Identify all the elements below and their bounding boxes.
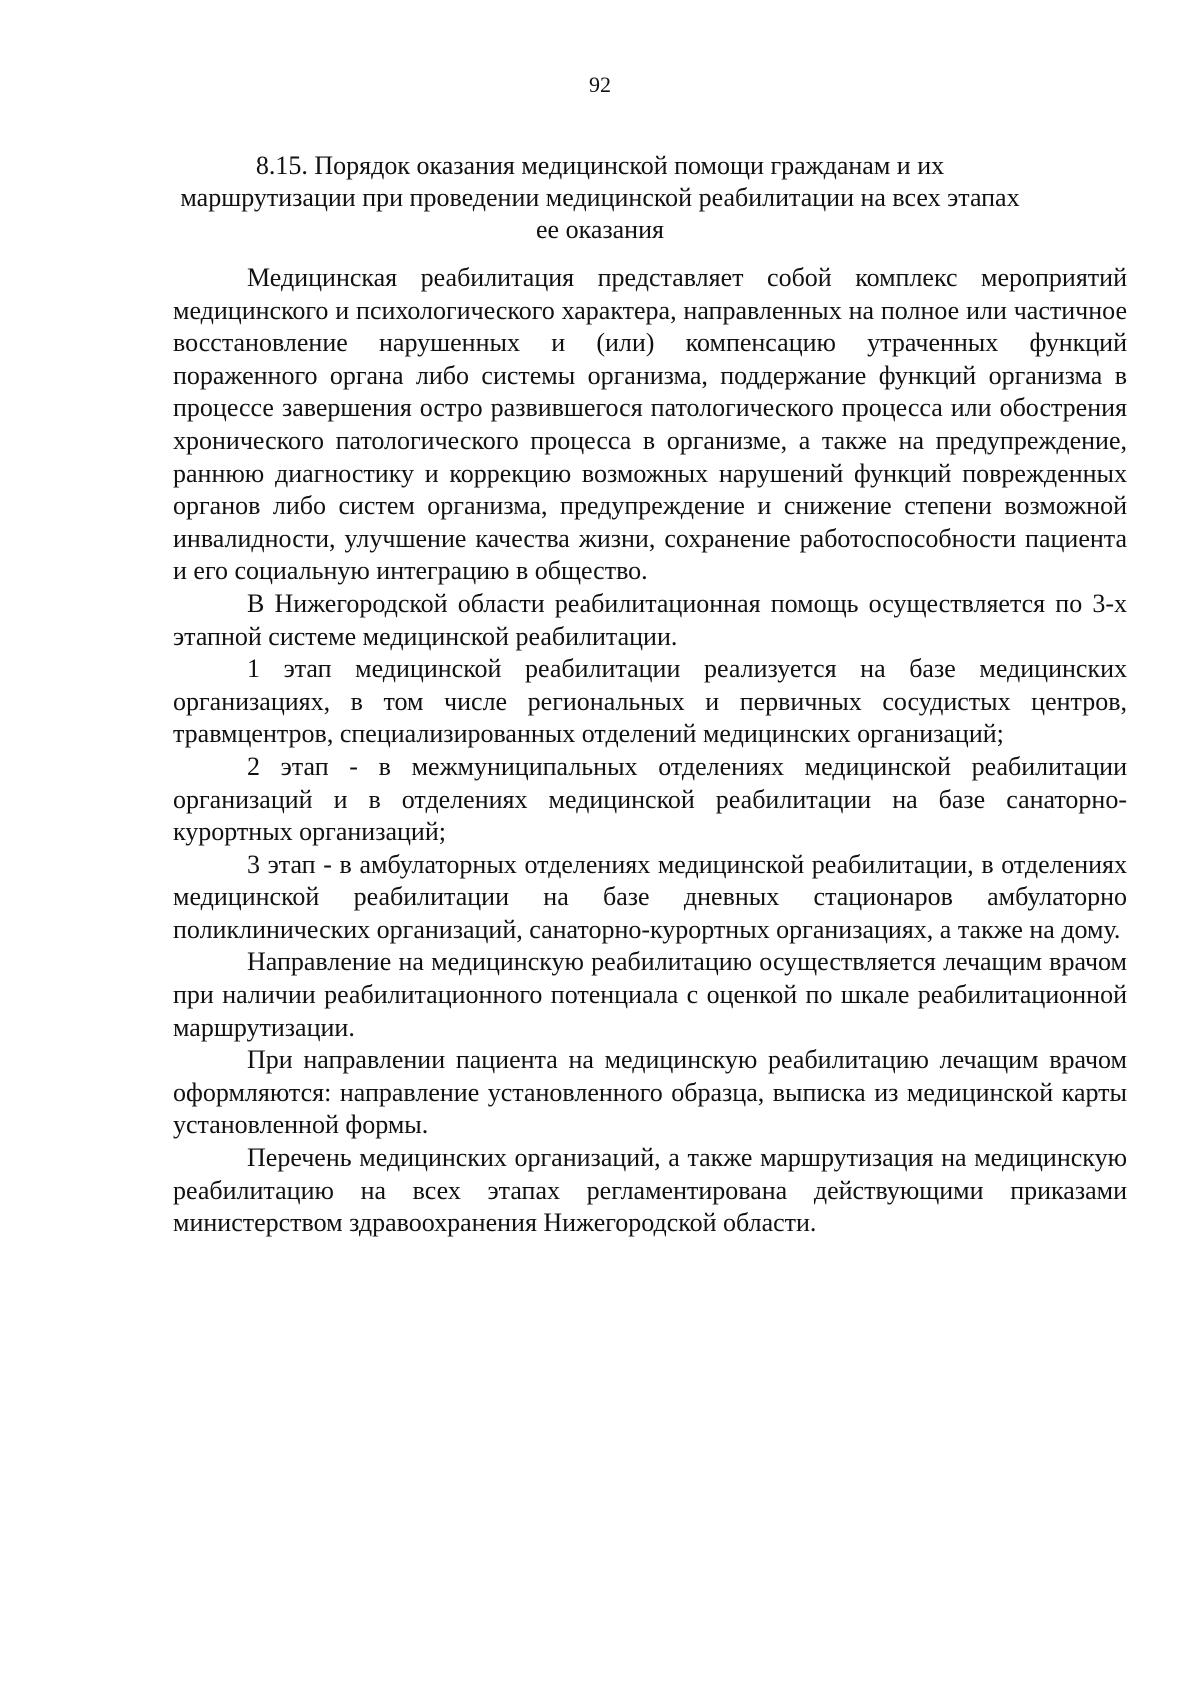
heading-line-1: 8.15. Порядок оказания медицинской помощи гражданам и их xyxy=(255,151,945,180)
body-text xyxy=(173,262,1127,1240)
page-number: 92 xyxy=(589,72,611,97)
heading-line-2: маршрутизации при проведении медицинской реабилитации на всех этапах xyxy=(180,183,1020,212)
heading-line-3: ее оказания xyxy=(536,215,664,244)
paragraph-definition: Медицинская реабилитация представляет собой комплекс мероприятий медицинского и психологического характера, направленных на полное или частичное восстановление нарушенных и (или) компенсацию утраченных функций пораженного органа либо системы организма, поддержание функций организма в процессе завершения остро развившегося патологического процесса или обострения хронического патологического процесса в организме, а также на предупреждение, раннюю диагностику и коррекцию возможных нарушений функций поврежденных органов либо систем организма, предупреждение и снижение степени возможной инвалидности, улучшение качества жизни, сохранение работоспособности пациента и его социальную интеграцию в общество. xyxy=(173,263,1127,586)
section-heading xyxy=(170,150,1030,246)
paragraph-referral: Направление на медицинскую реабилитацию осуществляется лечащим врачом при наличии реабилитационного потенциала с оценкой по шкале реабилитационной маршрутизации. xyxy=(173,947,1127,1042)
paragraph-system: В Нижегородской области реабилитационная помощь осуществляется по 3-х этапной системе медицинской реабилитации. xyxy=(173,588,1127,651)
paragraph-documents: При направлении пациента на медицинскую реабилитацию лечащим врачом оформляются: направление установленного образца, выписка из медицинской карты установленной формы. xyxy=(173,1045,1127,1140)
paragraph-stage-1: 1 этап медицинской реабилитации реализуется на базе медицинских организациях, в том числе региональных и первичных сосудистых центров, травмцентров, специализированных отделений медицинских организаций; xyxy=(173,654,1127,749)
paragraph-stage-3: 3 этап - в амбулаторных отделениях медицинской реабилитации, в отделениях медицинской реабилитации на базе дневных стационаров амбулаторно поликлинических организаций, санаторно-курортных организациях, а также на дому. xyxy=(173,849,1127,944)
paragraph-stage-2: 2 этап - в межмуниципальных отделениях медицинской реабилитации организаций и в отделениях медицинской реабилитации на базе санаторно-курортных организаций; xyxy=(173,751,1127,847)
paragraph-regulation: Перечень медицинских организаций, а также маршрутизация на медицинскую реабилитацию на всех этапах регламентирована действующими приказами министерством здравоохранения Нижегородской области. xyxy=(173,1143,1127,1238)
